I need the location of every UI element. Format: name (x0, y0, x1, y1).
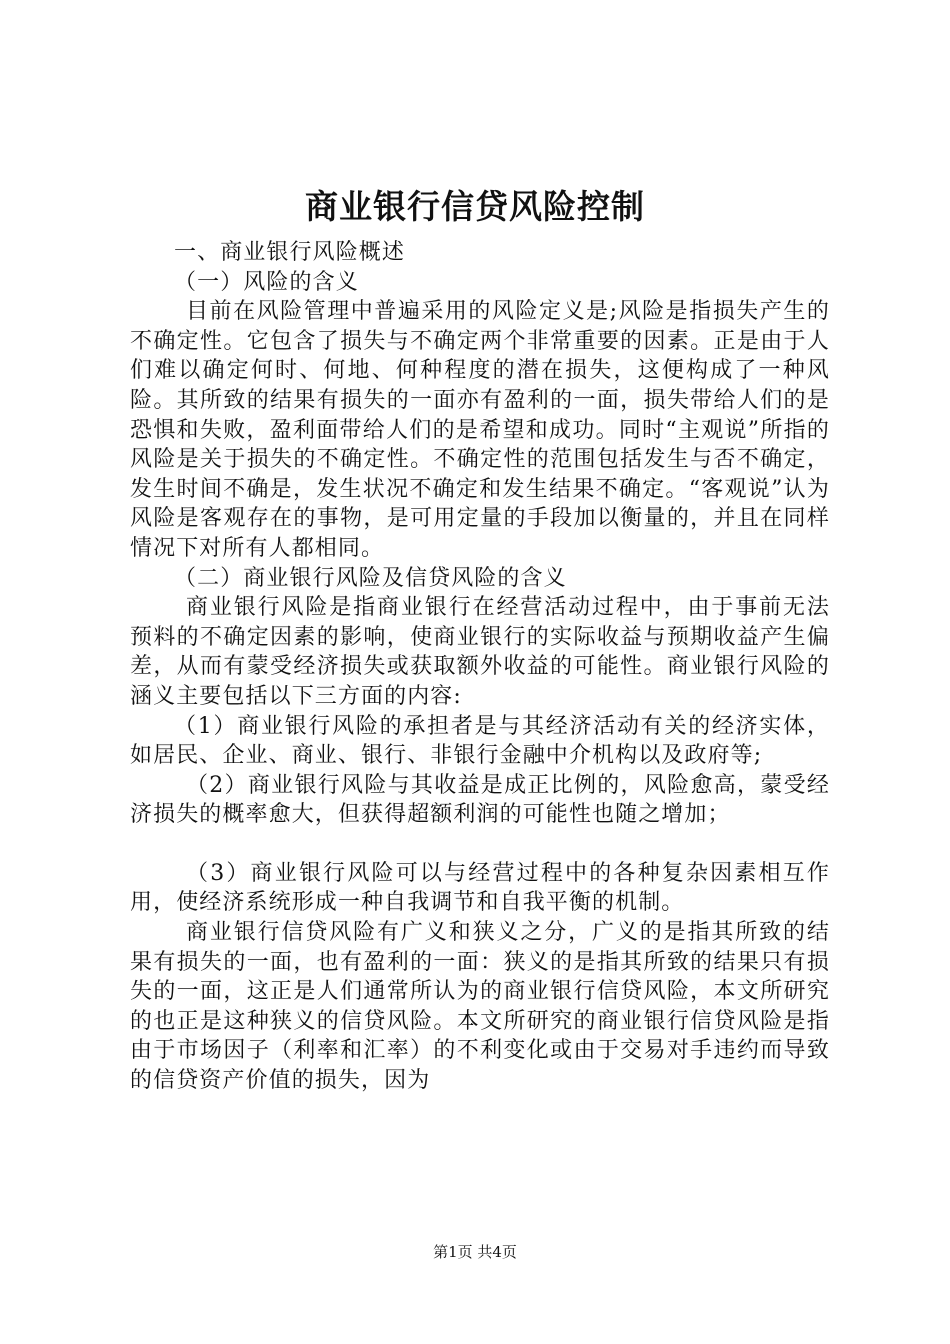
subsection-heading: （二）商业银行风险及信贷风险的含义 (174, 565, 567, 591)
paragraph-gap (130, 830, 830, 859)
page-footer: 第1页 共4页 (433, 1243, 517, 1261)
list-item: （3）商业银行风险可以与经营过程中的各种复杂因素相互作用，使经济系统形成一种自我调节和自我平衡的机制。 (130, 860, 830, 916)
list-item: （2）商业银行风险与其收益是成正比例的，风险愈高，蒙受经济损失的概率愈大，但获得超额利润的可能性也随之增加； (130, 772, 830, 828)
body-paragraph: 目前在风险管理中普遍采用的风险定义是;风险是指损失产生的不确定性。它包含了损失与不确定两个非常重要的因素。正是由于人们难以确定何时、何地、何种程度的潜在损失，这便构成了一种风险。其所致的结果有损失的一面亦有盈利的一面，损失带给人们的是恐惧和失败，盈利面带给人们的是希望和成功。同时“主观说”所指的风险是关于损失的不确定性。不确定性的范围包括发生与否不确定，发生时间不确是，发生状况不确定和发生结果不确定。“客观说”认为风险是客观存在的事物，是可用定量的手段加以衡量的，并且在同样情况下对所有人都相同。 (130, 299, 830, 561)
document-body (130, 238, 830, 1096)
subsection-heading: （一）风险的含义 (174, 269, 359, 295)
section-heading: 一、商业银行风险概述 (174, 240, 406, 265)
document-title: 商业银行信贷风险控制 (305, 187, 645, 226)
body-paragraph: 商业银行风险是指商业银行在经营活动过程中，由于事前无法预料的不确定因素的影响，使商业银行的实际收益与预期收益产生偏差，从而有蒙受经济损失或获取额外收益的可能性。商业银行风险的涵义主要包括以下三方面的内容: (130, 595, 830, 709)
list-item: （1）商业银行风险的承担者是与其经济活动有关的经济实体，如居民、企业、商业、银行、非银行金融中介机构以及政府等; (130, 713, 830, 769)
body-paragraph: 商业银行信贷风险有广义和狭义之分，广义的是指其所致的结果有损失的一面，也有盈利的一面：狭义的是指其所致的结果只有损失的一面，这正是人们通常所认为的商业银行信贷风险，本文所研究的也正是这种狭义的信贷风险。本文所研究的商业银行信贷风险是指由于市场因子（利率和汇率）的不利变化或由于交易对手违约而导致的信贷资产价值的损失，因为 (130, 920, 830, 1094)
